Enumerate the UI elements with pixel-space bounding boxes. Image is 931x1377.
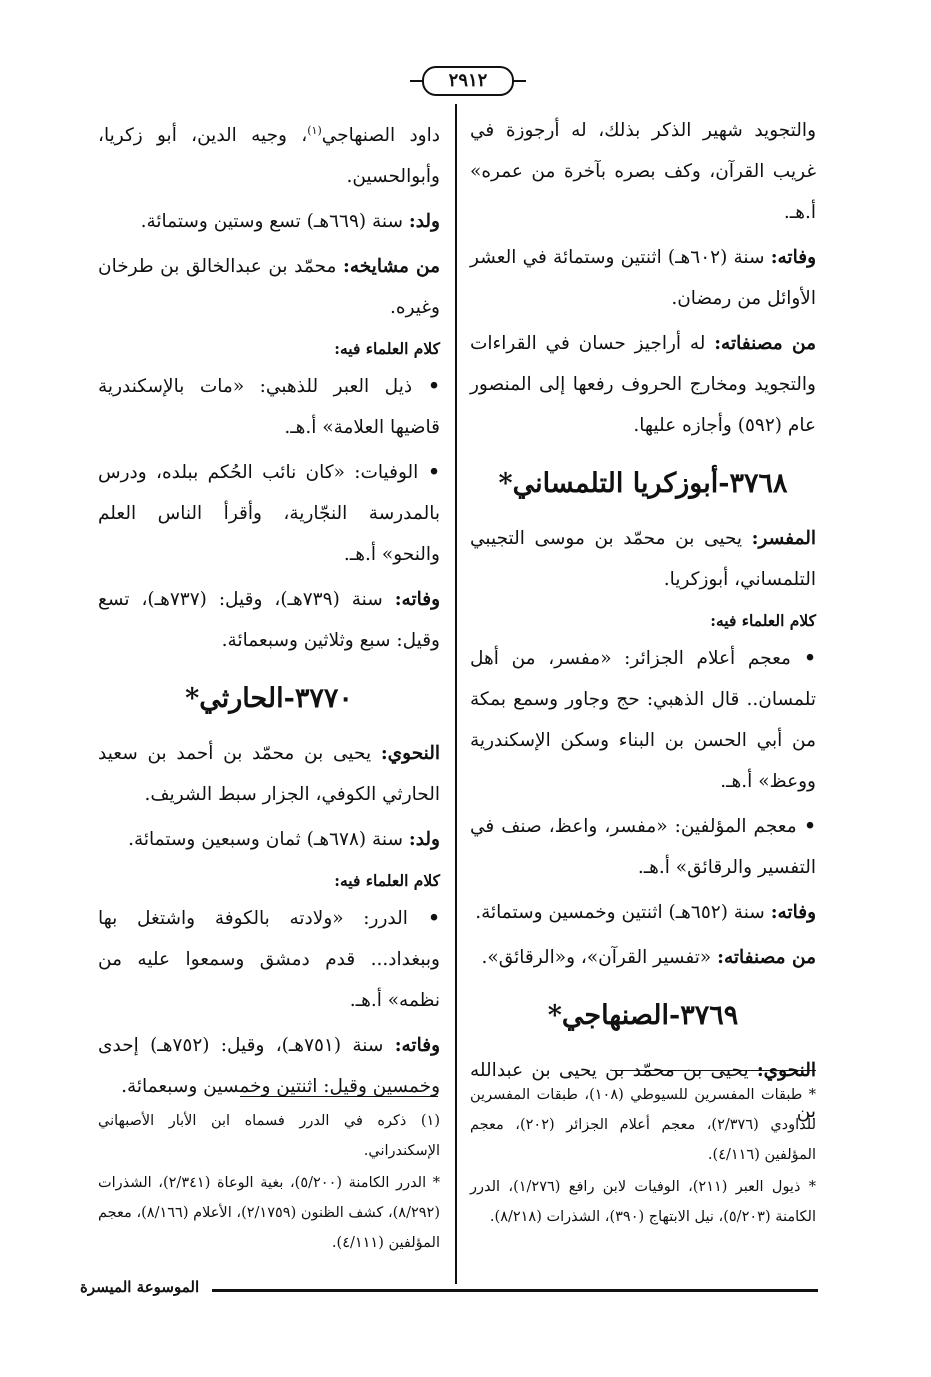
role-text: يحيى بن محمّد بن يحيى بن عبدالله بن: [470, 1060, 816, 1122]
birth-label: ولد:: [408, 211, 440, 233]
teachers-label: من مشايخه:: [342, 256, 441, 278]
continuation-paragraph: والتجويد شهير الذكر بذلك، له أرجوزة في غريب القرآن، وكف بصره بآخرة من عمره» أ.هـ.: [470, 120, 816, 223]
death-paragraph: [98, 1025, 440, 1107]
role-label: المفسر:: [751, 528, 816, 549]
page-number: ٢٩١٢: [422, 66, 514, 96]
footnote: * طبقات المفسرين للسيوطي (١٠٨)، طبقات المفسرين للداودي (٢/٣٧٦)، معجم أعلام الجزائر (٢٠٢)، معجم المؤلفين (٤/١١٦).: [470, 1087, 816, 1163]
role-label: النحوي:: [380, 743, 440, 765]
scholar-quote: • الدرر: «ولادته بالكوفة واشتغل بها وببغداد... قدم دمشق وسمعوا عليه من نظمه» أ.هـ.: [98, 898, 440, 1021]
death-label: وفاته:: [394, 589, 441, 611]
continuation-paragraph: [98, 110, 440, 197]
birth-text: سنة (٦٧٨هـ) ثمان وسبعين وستمائة.: [128, 829, 409, 851]
entry-title-3770: ٣٧٧٠-الحارثي*: [185, 683, 353, 715]
footnote-rule: [612, 1070, 816, 1071]
continuation-text-2: ، وجيه الدين، أبو زكريا، وأبوالحسين.: [98, 125, 440, 188]
scholar-quote: • ذيل العبر للذهبي: «مات بالإسكندرية قاضيها العلامة» أ.هـ.: [98, 366, 440, 448]
death-paragraph: [470, 237, 816, 319]
footnotes-right: [470, 1080, 816, 1234]
role-paragraph: [470, 518, 816, 600]
footnote: * ذيول العبر (٢١١)، الوفيات لابن رافع (١/٢٧٦)، الدرر الكامنة (٥/٢٠٣)، نيل الابتهاج (٣٩٠)، الشذرات (٨/٢١٨).: [470, 1179, 816, 1225]
works-text: «تفسير القرآن»، و«الرقائق».: [481, 947, 718, 968]
footer-rule: [212, 1289, 818, 1292]
death-text: سنة (٦٠٢هـ) اثنتين وستمائة في العشر الأوائل من رمضان.: [470, 247, 816, 309]
death-text: سنة (٧٣٩هـ)، وقيل: (٧٣٧هـ)، تسع وقيل: سبع وثلاثين وسبعمائة.: [98, 589, 440, 652]
footnotes-left: [98, 1106, 440, 1260]
footnote-mark[interactable]: (١): [307, 124, 322, 137]
footnote-rule: [240, 1096, 438, 1097]
scholars-heading: كلام العلماء فيه:: [334, 871, 440, 891]
death-text: سنة (٧٥١هـ)، وقيل: (٧٥٢هـ) إحدى وخمسين وقيل: اثنتين وخمسين وسبعمائة.: [98, 1035, 440, 1098]
role-text: يحيى بن محمّد بن موسى التجيبي التلمساني، أبوزكريا.: [470, 528, 816, 590]
entry-title-3768: ٣٧٦٨-أبوزكريا التلمساني*: [498, 468, 788, 499]
right-column: [470, 110, 816, 1136]
works-paragraph: [470, 323, 816, 446]
works-label: من مصنفاته:: [717, 947, 816, 968]
works-text: له أراجيز حسان في القراءات والتجويد ومخارج الحروف رفعها إلى المنصور عام (٥٩٢) وأجازه عليها.: [470, 333, 816, 436]
column-divider: [455, 104, 457, 1284]
left-column: [98, 110, 440, 1111]
teachers-paragraph: [98, 246, 440, 328]
footnote: (١) ذكره في الدرر فسماه ابن الأبار الأصبهاني الإسكندراني.: [98, 1113, 440, 1159]
death-paragraph: [470, 892, 816, 933]
works-label: من مصنفاته:: [714, 333, 817, 354]
role-paragraph: [98, 733, 440, 815]
footer-label: الموسوعة الميسرة: [80, 1278, 200, 1296]
birth-text: سنة (٦٦٩هـ) تسع وستين وستمائة.: [140, 211, 409, 233]
footnote: * الدرر الكامنة (٥/٢٠٠)، بغية الوعاة (٢/٣٤١)، الشذرات (٨/٢٩٢)، كشف الظنون (٢/١٧٥٩)، الأعلام (٨/١٦٦)، معجم المؤلفين (٤/١١١).: [98, 1175, 441, 1251]
scholar-quote: • الوفيات: «كان نائب الحُكم ببلده، ودرس بالمدرسة النجّارية، وأقرأ الناس العلم والنحو» أ.هـ.: [98, 452, 440, 575]
death-text: سنة (٦٥٢هـ) اثنتين وخمسين وستمائة.: [475, 902, 771, 923]
teachers-text: محمّد بن عبدالخالق بن طرخان وغيره.: [98, 256, 440, 319]
scholars-heading: كلام العلماء فيه:: [710, 611, 816, 630]
scholars-heading: كلام العلماء فيه:: [334, 339, 440, 359]
death-label: وفاته:: [770, 247, 816, 268]
continuation-text: داود الصنهاجي: [321, 125, 440, 147]
birth-label: ولد:: [408, 829, 440, 851]
scholar-quote: • معجم أعلام الجزائر: «مفسر، من أهل تلمسان.. قال الذهبي: حج وجاور وسمع بمكة من أبي الحسن بن البناء وسكن الإسكندرية ووعظ» أ.هـ.: [470, 638, 816, 802]
death-label: وفاته:: [770, 902, 816, 923]
death-label: وفاته:: [394, 1035, 440, 1057]
role-label: النحوي:: [756, 1060, 816, 1081]
birth-paragraph: [98, 819, 440, 860]
entry-title-3769: ٣٧٦٩-الصنهاجي*: [547, 1000, 739, 1031]
role-text: يحيى بن محمّد بن أحمد بن سعيد الحارثي الكوفي، الجزار سبط الشريف.: [98, 743, 440, 806]
death-paragraph: [98, 579, 440, 661]
scholar-quote: • معجم المؤلفين: «مفسر، واعظ، صنف في التفسير والرقائق» أ.هـ.: [470, 806, 816, 888]
birth-paragraph: [98, 201, 440, 242]
works-paragraph: [470, 937, 816, 978]
